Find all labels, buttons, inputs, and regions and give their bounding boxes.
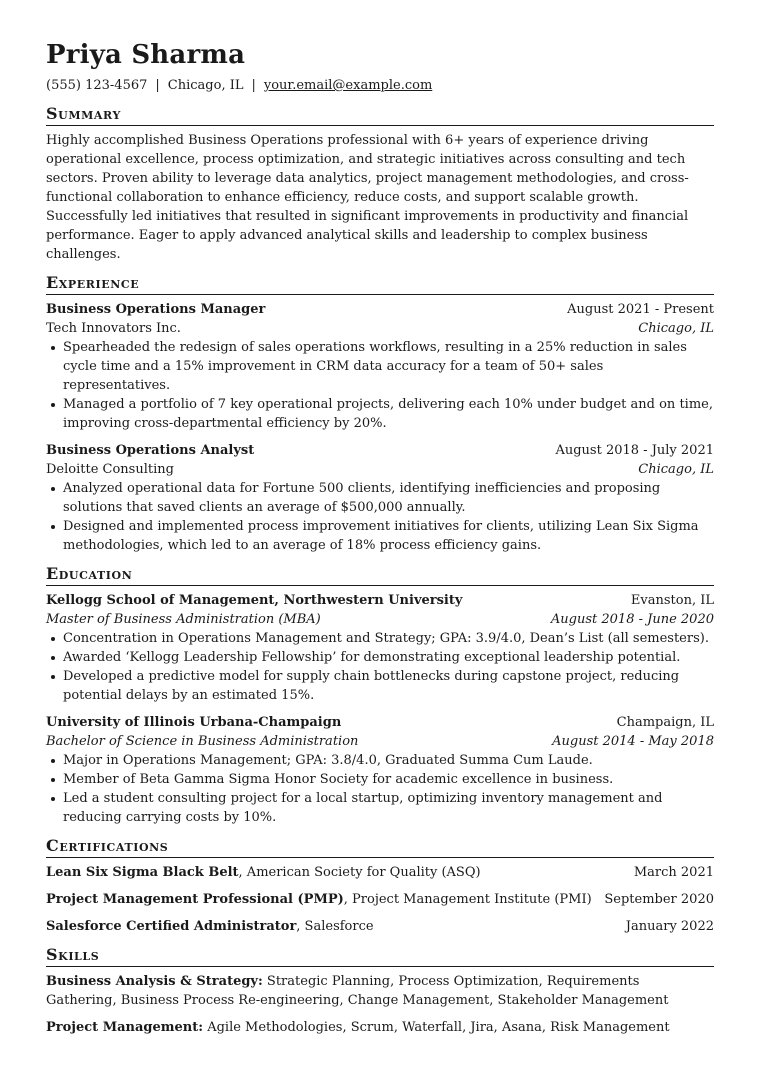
skill-value: Strategic Planning, Process Optimization, Requirements Gathering, Business Process Re-engineering, Change Management, Stakeholder Management — [46, 974, 669, 1008]
section-title-certifications: Certifications — [46, 836, 714, 858]
job-entry — [46, 300, 714, 433]
education-dates: August 2018 - June 2020 — [550, 612, 714, 627]
candidate-name: Priya Sharma — [46, 40, 246, 70]
certification-issuer: , American Society for Quality (ASQ) — [238, 865, 481, 880]
bullet-item: Major in Operations Management; GPA: 3.8/4.0, Graduated Summa Cum Laude. — [46, 751, 714, 770]
skill-label: Project Management: — [46, 1020, 204, 1035]
job-dates: August 2018 - July 2021 — [555, 443, 714, 458]
separator: | — [155, 78, 160, 93]
education-entry — [46, 591, 714, 705]
separator: | — [251, 78, 256, 93]
experience-section — [46, 273, 714, 555]
certification-issuer: , Salesforce — [296, 919, 374, 934]
school-name: University of Illinois Urbana-Champaign — [46, 715, 342, 730]
degree: Master of Business Administration (MBA) — [46, 612, 321, 627]
certifications-section — [46, 836, 714, 936]
location: Chicago, IL — [167, 78, 244, 93]
certification-name: Salesforce Certified Administrator — [46, 919, 297, 934]
certification-item — [46, 917, 714, 936]
education-section — [46, 564, 714, 827]
job-entry — [46, 441, 714, 555]
skill-group — [46, 972, 714, 1010]
summary-section — [46, 104, 714, 264]
certification-date: September 2020 — [604, 892, 714, 907]
company-name: Deloitte Consulting — [46, 462, 174, 477]
bullet-item: Awarded ‘Kellogg Leadership Fellowship’ for demonstrating exceptional leadership potential. — [46, 648, 714, 667]
bullet-item: Developed a predictive model for supply chain bottlenecks during capstone project, reducing potential delays by an estimated 15%. — [46, 667, 714, 705]
email-link[interactable]: your.email@example.com — [263, 78, 433, 93]
school-name: Kellogg School of Management, Northwestern University — [46, 593, 463, 608]
education-dates: August 2014 - May 2018 — [552, 734, 714, 749]
section-title-skills: Skills — [46, 945, 714, 967]
summary-text: Highly accomplished Business Operations professional with 6+ years of experience driving operational excellence, process optimization, and strategic initiatives across consulting and tech sectors. Proven ability to leverage data analytics, project management methodologies, and cross-functional collaboration to enhance efficiency, reduce costs, and support scalable growth. Successfully led initiatives that resulted in significant improvements in productivity and financial performance. Eager to apply advanced analytical skills and leadership to complex business challenges. — [46, 133, 689, 262]
certification-name: Lean Six Sigma Black Belt — [46, 865, 239, 880]
certification-date: March 2021 — [633, 865, 714, 880]
certification-item — [46, 863, 714, 882]
bullet-item: Analyzed operational data for Fortune 500 clients, identifying inefficiencies and proposing solutions that saved clients an average of $500,000 annually. — [46, 479, 714, 517]
bullet-item: Led a student consulting project for a local startup, optimizing inventory management and reducing carrying costs by 10%. — [46, 789, 714, 827]
bullet-item: Concentration in Operations Management and Strategy; GPA: 3.9/4.0, Dean’s List (all semesters). — [46, 629, 714, 648]
phone-number: (555) 123-4567 — [46, 78, 148, 93]
section-title-education: Education — [46, 564, 714, 586]
school-location: Champaign, IL — [616, 715, 714, 730]
contact-line — [46, 76, 714, 95]
certification-item — [46, 890, 714, 909]
job-title: Business Operations Analyst — [46, 443, 255, 458]
skill-label: Business Analysis & Strategy: — [46, 974, 263, 989]
bullet-item: Spearheaded the redesign of sales operations workflows, resulting in a 25% reduction in sales cycle time and a 15% improvement in CRM data accuracy for a team of 50+ sales representatives. — [46, 338, 714, 395]
education-entry — [46, 713, 714, 827]
degree: Bachelor of Science in Business Administration — [46, 734, 359, 749]
skills-section — [46, 945, 714, 1037]
school-location: Evanston, IL — [630, 593, 714, 608]
bullet-item: Member of Beta Gamma Sigma Honor Society for academic excellence in business. — [46, 770, 714, 789]
certification-issuer: , Project Management Institute (PMI) — [343, 892, 592, 907]
skill-group — [46, 1018, 714, 1037]
job-location: Chicago, IL — [638, 462, 714, 477]
skill-value: Agile Methodologies, Scrum, Waterfall, Jira, Asana, Risk Management — [203, 1020, 670, 1035]
bullet-item: Managed a portfolio of 7 key operational projects, delivering each 10% under budget and on time, improving cross-departmental efficiency by 20%. — [46, 395, 714, 433]
bullet-item: Designed and implemented process improvement initiatives for clients, utilizing Lean Six Sigma methodologies, which led to an average of 18% process efficiency gains. — [46, 517, 714, 555]
job-dates: August 2021 - Present — [567, 302, 714, 317]
certification-name: Project Management Professional (PMP) — [46, 892, 344, 907]
job-title: Business Operations Manager — [46, 302, 266, 317]
job-location: Chicago, IL — [638, 321, 714, 336]
certification-date: January 2022 — [625, 919, 714, 934]
section-title-experience: Experience — [46, 273, 714, 295]
company-name: Tech Innovators Inc. — [46, 321, 181, 336]
section-title-summary: Summary — [46, 104, 714, 126]
